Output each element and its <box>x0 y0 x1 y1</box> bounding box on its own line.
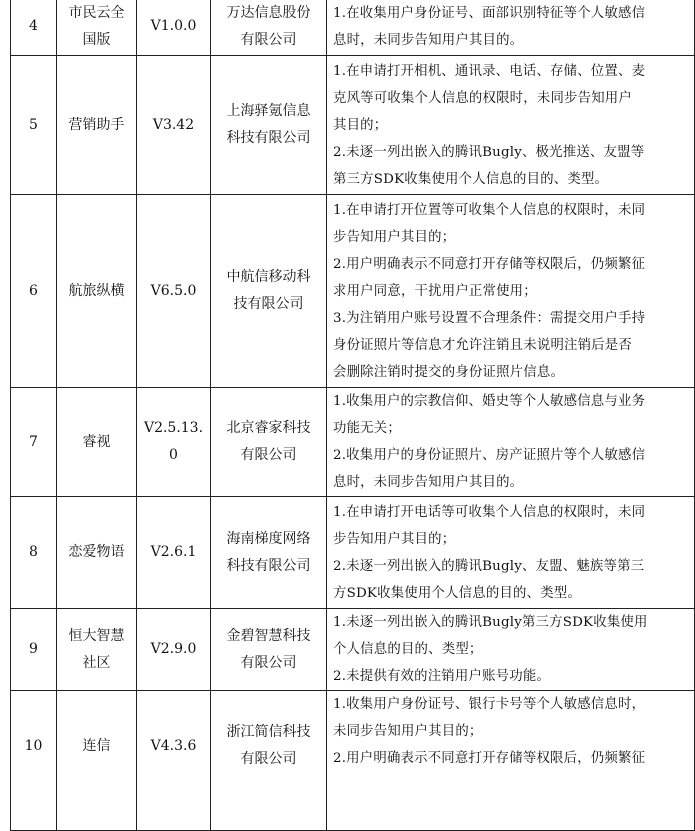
table-row <box>11 388 695 497</box>
issues-line: 1.在申请打开相机、通讯录、电话、存储、位置、麦 <box>333 63 646 79</box>
issues-line: 步告知用户其目的； <box>333 531 456 547</box>
issues-line: 身份证照片等信息才允许注销且未说明注销后是否 <box>333 337 632 353</box>
issues-line: 未同步告知用户其目的； <box>333 724 483 739</box>
row-number-text: 4 <box>29 18 38 34</box>
app-version-line: 0 <box>169 447 178 463</box>
issues-line: 2.未逐一列出嵌入的腾讯Bugly、友盟、魅族等第三 <box>333 558 645 574</box>
app-version-cell <box>137 195 211 388</box>
issues-cell <box>327 497 695 609</box>
developer-company-line: 科技有限公司 <box>226 130 311 146</box>
issues-line: 个人信息的目的、类型； <box>333 642 483 657</box>
app-name-line: 社区 <box>82 654 111 671</box>
issues-cell <box>327 195 695 388</box>
app-version-line: V3.42 <box>152 116 195 133</box>
row-number-text: 8 <box>29 544 38 560</box>
issues-line: 2.未逐一列出嵌入的腾讯Bugly、极光推送、友盟等 <box>333 144 645 160</box>
developer-company-line: 中航信移动科 <box>226 269 311 285</box>
developer-company-line: 技有限公司 <box>233 296 304 312</box>
row-number-text: 6 <box>29 282 38 299</box>
developer-company-cell <box>211 609 327 691</box>
issues-line: 会删除注销时提交的身份证照片信息。 <box>333 364 565 380</box>
row-number-text: 9 <box>29 641 38 657</box>
table-body <box>11 0 695 831</box>
developer-company-line: 金碧智慧科技 <box>226 627 311 644</box>
app-version-cell <box>137 691 211 831</box>
app-name-cell <box>57 691 137 831</box>
app-version-cell <box>137 388 211 497</box>
app-name-line: 市民云全 <box>68 4 125 21</box>
developer-company-line: 有限公司 <box>240 31 297 48</box>
issues-line: 功能无关； <box>333 421 401 436</box>
row-number-cell <box>11 0 57 56</box>
row-number-cell <box>11 388 57 497</box>
developer-company-cell <box>211 691 327 831</box>
app-name-line: 国版 <box>82 31 111 48</box>
app-version-cell <box>137 0 211 56</box>
developer-company-line: 海南梯度网络 <box>226 530 311 547</box>
developer-company-line: 万达信息股份 <box>226 4 311 21</box>
issues-cell <box>327 691 695 831</box>
row-number-cell <box>11 497 57 609</box>
app-name-line: 恋爱物语 <box>68 544 125 560</box>
table-row <box>11 195 695 388</box>
issues-line: 2.用户明确表示不同意打开存储等权限后，仍频繁征 <box>333 256 646 272</box>
developer-company-line: 有限公司 <box>240 447 297 463</box>
row-number-cell <box>11 56 57 195</box>
app-version-cell <box>137 56 211 195</box>
row-number-text: 5 <box>29 116 38 133</box>
developer-company-line: 上海驿氪信息 <box>226 103 311 119</box>
developer-company-line: 有限公司 <box>240 654 297 671</box>
app-name-line: 航旅纵横 <box>68 282 125 299</box>
app-version-line: V1.0.0 <box>150 18 197 34</box>
row-number-text: 7 <box>29 433 38 450</box>
app-name-line: 营销助手 <box>68 116 125 133</box>
issues-cell <box>327 0 695 56</box>
row-number-cell <box>11 691 57 831</box>
issues-line: 1.收集用户身份证号、银行卡号等个人敏感信息时， <box>333 697 646 712</box>
issues-cell <box>327 609 695 691</box>
table-row <box>11 0 695 56</box>
app-version-line: V6.5.0 <box>150 282 197 299</box>
issues-line: 3.为注销用户账号设置不合理条件：需提交用户手持 <box>333 310 646 326</box>
row-number-cell <box>11 195 57 388</box>
issues-line: 1.在申请打开电话等可收集个人信息的权限时，未同 <box>333 504 646 520</box>
developer-company-cell <box>211 195 327 388</box>
issues-line: 息时，未同步告知用户其目的。 <box>333 475 524 490</box>
developer-company-line: 科技有限公司 <box>226 557 311 574</box>
developer-company-line: 北京睿家科技 <box>226 420 311 436</box>
app-name-cell <box>57 195 137 388</box>
app-name-line: 连信 <box>82 738 111 754</box>
table-row <box>11 497 695 609</box>
app-name-cell <box>57 497 137 609</box>
table-row <box>11 691 695 831</box>
issues-line: 1.在申请打开位置等可收集个人信息的权限时，未同 <box>333 202 646 218</box>
developer-company-line: 浙江简信科技 <box>226 724 311 740</box>
app-name-cell <box>57 56 137 195</box>
row-number-cell <box>11 609 57 691</box>
app-version-line: V4.3.6 <box>150 738 197 754</box>
issues-line: 方SDK收集使用个人信息的目的、类型。 <box>333 585 581 601</box>
issues-line: 1.收集用户的宗教信仰、婚史等个人敏感信息与业务 <box>333 394 646 409</box>
developer-company-cell <box>211 0 327 56</box>
issues-cell <box>327 56 695 195</box>
issues-cell <box>327 388 695 497</box>
app-name-cell <box>57 388 137 497</box>
issues-line: 息时，未同步告知用户其目的。 <box>333 32 524 48</box>
issues-line: 克风等可收集个人信息的权限时，未同步告知用户 <box>333 90 632 106</box>
app-name-cell <box>57 609 137 691</box>
table-row <box>11 609 695 691</box>
table-row <box>11 56 695 195</box>
issues-line: 2.用户明确表示不同意打开存储等权限后，仍频繁征 <box>333 751 646 766</box>
app-version-cell <box>137 609 211 691</box>
issues-line: 2.收集用户的身份证照片、房产证照片等个人敏感信 <box>333 448 646 463</box>
issues-line: 1.未逐一列出嵌入的腾讯Bugly第三方SDK收集使用 <box>333 615 648 630</box>
app-name-line: 睿视 <box>82 433 111 450</box>
app-name-line: 恒大智慧 <box>68 627 125 644</box>
issues-line: 步告知用户其目的； <box>333 229 456 245</box>
issues-line: 2.未提供有效的注销用户账号功能。 <box>333 669 551 684</box>
app-name-cell <box>57 0 137 56</box>
app-violation-table <box>10 0 695 831</box>
app-version-line: V2.6.1 <box>150 544 197 560</box>
app-version-cell <box>137 497 211 609</box>
app-version-line: V2.5.13. <box>143 420 204 436</box>
row-number-text: 10 <box>24 738 43 754</box>
developer-company-cell <box>211 497 327 609</box>
developer-company-line: 有限公司 <box>240 751 297 767</box>
issues-line: 第三方SDK收集使用个人信息的目的、类型。 <box>333 171 609 187</box>
issues-line: 求用户同意，干扰用户正常使用； <box>333 283 537 299</box>
app-version-line: V2.9.0 <box>150 641 197 657</box>
developer-company-cell <box>211 388 327 497</box>
issues-line: 其目的； <box>333 117 388 133</box>
issues-line: 1.在收集用户身份证号、面部识别特征等个人敏感信 <box>333 5 646 21</box>
developer-company-cell <box>211 56 327 195</box>
